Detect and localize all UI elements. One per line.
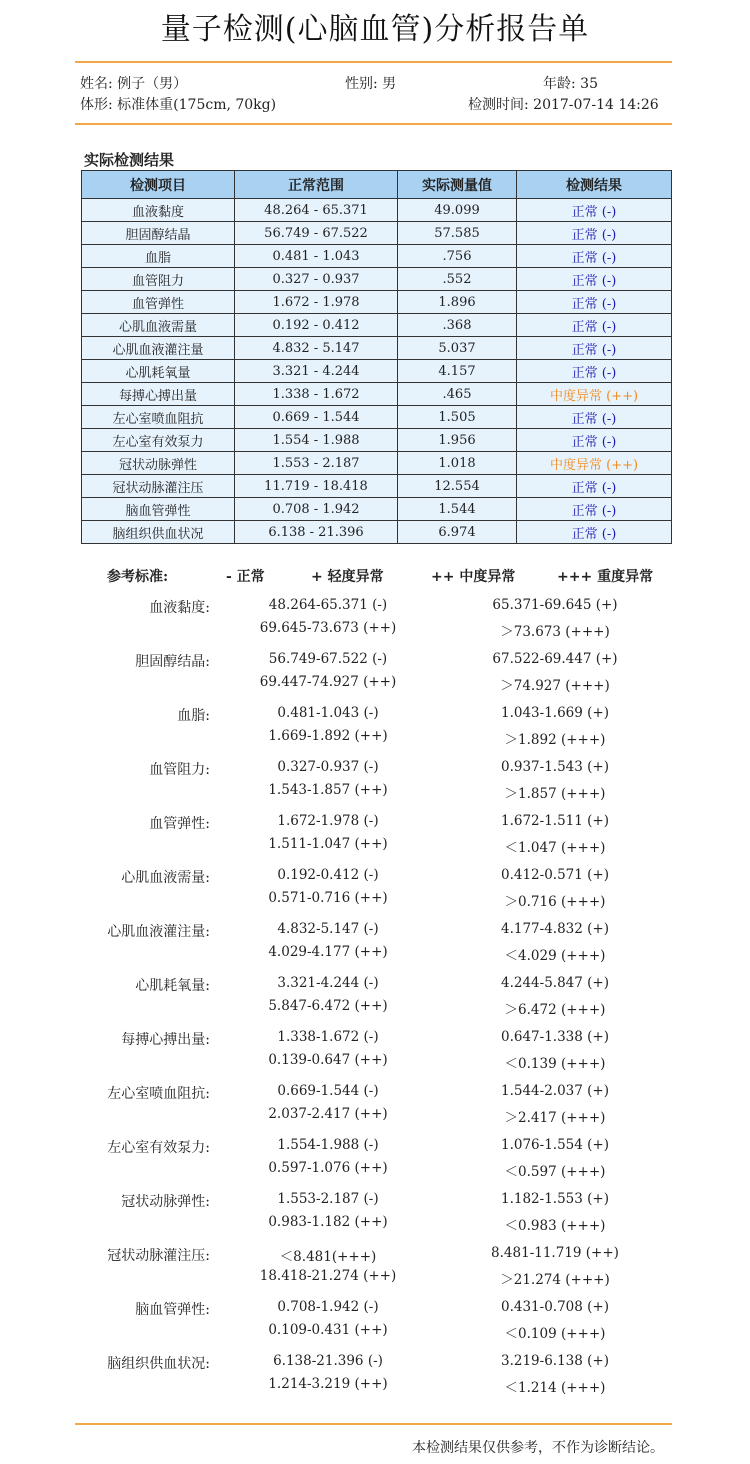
cell-item: 左心室喷血阻抗 [82,406,235,429]
reference-range-third: 0.571-0.716 (++) [268,890,388,906]
reference-range-severe: ＞2.417 (+++) [504,1110,606,1126]
cell-result: 正常 (-) [517,521,672,544]
patient-gender: 性别: 男 [345,76,397,92]
reference-range-severe: ＜0.597 (+++) [504,1164,606,1180]
table-row [82,291,672,314]
table-row [82,383,672,406]
patient-name: 姓名: 例子（男） [80,76,188,92]
reference-range-normal: 1.672-1.978 (-) [277,813,379,829]
reference-range-second: 3.219-6.138 (+) [501,1353,609,1369]
reference-range-severe: ＞6.472 (+++) [504,1002,606,1018]
cell-result: 正常 (-) [517,498,672,521]
reference-item-name: 左心室有效泵力: [107,1140,210,1156]
cell-value: 5.037 [398,337,517,360]
cell-range: 0.708 - 1.942 [235,498,398,521]
table-row [82,360,672,383]
cell-range: 1.672 - 1.978 [235,291,398,314]
table-row [82,222,672,245]
reference-range-severe: ＞74.927 (+++) [500,678,610,694]
reference-range-third: 2.037-2.417 (++) [268,1106,388,1122]
reference-range-normal: ＜8.481(+++) [279,1249,377,1265]
cell-range: 4.832 - 5.147 [235,337,398,360]
table-row [82,498,672,521]
reference-range-third: 1.543-1.857 (++) [268,782,388,798]
reference-item-name: 脑血管弹性: [135,1302,210,1318]
reference-range-third: 1.511-1.047 (++) [268,836,388,852]
reference-range-second: 0.412-0.571 (+) [501,867,609,883]
cell-item: 每搏心搏出量 [82,383,235,406]
reference-range-second: 1.076-1.554 (+) [501,1137,609,1153]
reference-range-normal: 0.327-0.937 (-) [277,759,379,775]
cell-item: 左心室有效泵力 [82,429,235,452]
table-row [82,452,672,475]
reference-range-second: 65.371-69.645 (+) [492,597,618,613]
legend-normal: - 正常 [226,569,265,585]
cell-range: 48.264 - 65.371 [235,199,398,222]
cell-range: 6.138 - 21.396 [235,521,398,544]
cell-value: 1.544 [398,498,517,521]
reference-range-normal: 6.138-21.396 (-) [273,1353,383,1369]
report-title: 量子检测(心脑血管)分析报告单 [160,12,590,47]
reference-item-name: 冠状动脉弹性: [121,1194,210,1210]
reference-range-normal: 0.708-1.942 (-) [277,1299,379,1315]
col-header-value: 实际测量值 [398,171,517,199]
reference-range-third: 0.139-0.647 (++) [268,1052,388,1068]
cell-value: 49.099 [398,199,517,222]
reference-range-second: 1.544-2.037 (+) [501,1083,609,1099]
legend-label: 参考标准: [107,569,169,585]
reference-range-severe: ＞0.716 (+++) [504,894,606,910]
reference-range-third: 4.029-4.177 (++) [268,944,388,960]
cell-value: 57.585 [398,222,517,245]
cell-value: .756 [398,245,517,268]
reference-range-normal: 4.832-5.147 (-) [277,921,379,937]
reference-range-third: 1.214-3.219 (++) [268,1376,388,1392]
cell-item: 血管阻力 [82,268,235,291]
reference-range-severe: ＞73.673 (+++) [500,624,610,640]
reference-range-severe: ＜0.983 (+++) [504,1218,606,1234]
reference-item-name: 胆固醇结晶: [135,654,210,670]
reference-range-severe: ＜1.214 (+++) [504,1380,606,1396]
table-row [82,521,672,544]
reference-item-name: 脑组织供血状况: [107,1356,210,1372]
reference-item-name: 心肌血液需量: [121,870,210,886]
results-table [81,170,672,544]
cell-range: 3.321 - 4.244 [235,360,398,383]
reference-item-name: 血管弹性: [149,816,210,832]
cell-range: 56.749 - 67.522 [235,222,398,245]
section-title: 实际检测结果 [84,151,175,169]
cell-value: 1.505 [398,406,517,429]
reference-range-third: 1.669-1.892 (++) [268,728,388,744]
cell-result: 正常 (-) [517,291,672,314]
table-header-row [82,171,672,199]
reference-range-third: 5.847-6.472 (++) [268,998,388,1014]
reference-item-name: 心肌耗氧量: [135,978,210,994]
cell-range: 1.338 - 1.672 [235,383,398,406]
cell-item: 血管弹性 [82,291,235,314]
reference-item-name: 左心室喷血阻抗: [107,1086,210,1102]
reference-range-third: 0.109-0.431 (++) [268,1322,388,1338]
reference-range-severe: ＜4.029 (+++) [504,948,606,964]
cell-result: 正常 (-) [517,475,672,498]
reference-range-third: 69.447-74.927 (++) [259,674,397,690]
cell-value: 12.554 [398,475,517,498]
cell-value: .368 [398,314,517,337]
table-row [82,475,672,498]
reference-range-second: 4.177-4.832 (+) [501,921,609,937]
cell-value: 1.018 [398,452,517,475]
reference-range-severe: ＞21.274 (+++) [500,1272,610,1288]
reference-range-normal: 0.481-1.043 (-) [277,705,379,721]
reference-range-third: 0.983-1.182 (++) [268,1214,388,1230]
cell-item: 脑组织供血状况 [82,521,235,544]
table-row [82,314,672,337]
cell-item: 冠状动脉灌注压 [82,475,235,498]
legend-mild: + 轻度异常 [311,569,384,585]
cell-value: 6.974 [398,521,517,544]
patient-age: 年龄: 35 [543,76,598,92]
legend-severe: +++ 重度异常 [557,569,654,585]
cell-item: 血脂 [82,245,235,268]
reference-range-second: 8.481-11.719 (++) [491,1245,619,1261]
reference-range-severe: ＜1.047 (+++) [504,840,606,856]
cell-range: 1.554 - 1.988 [235,429,398,452]
reference-range-normal: 0.669-1.544 (-) [277,1083,379,1099]
cell-range: 1.553 - 2.187 [235,452,398,475]
cell-result: 正常 (-) [517,268,672,291]
col-header-result: 检测结果 [517,171,672,199]
cell-result: 正常 (-) [517,406,672,429]
reference-range-severe: ＞1.892 (+++) [504,732,606,748]
reference-range-second: 1.672-1.511 (+) [501,813,609,829]
reference-item-name: 每搏心搏出量: [121,1032,210,1048]
info-divider [75,123,672,125]
cell-item: 脑血管弹性 [82,498,235,521]
cell-value: 1.956 [398,429,517,452]
cell-range: 0.327 - 0.937 [235,268,398,291]
reference-range-normal: 56.749-67.522 (-) [268,651,388,667]
footer-divider [75,1423,672,1425]
reference-item-name: 冠状动脉灌注压: [107,1248,210,1264]
cell-result: 正常 (-) [517,337,672,360]
reference-range-severe: ＞1.857 (+++) [504,786,606,802]
patient-body: 体形: 标准体重(175cm, 70kg) [80,97,277,113]
cell-result: 中度异常 (++) [517,383,672,406]
reference-range-second: 0.647-1.338 (+) [501,1029,609,1045]
cell-result: 正常 (-) [517,429,672,452]
reference-range-second: 67.522-69.447 (+) [492,651,618,667]
reference-range-third: 0.597-1.076 (++) [268,1160,388,1176]
cell-value: .552 [398,268,517,291]
cell-range: 0.192 - 0.412 [235,314,398,337]
cell-result: 正常 (-) [517,314,672,337]
reference-range-second: 4.244-5.847 (+) [501,975,609,991]
cell-result: 正常 (-) [517,222,672,245]
header-divider [75,61,672,63]
reference-range-second: 0.937-1.543 (+) [501,759,609,775]
reference-item-name: 心肌血液灌注量: [107,924,210,940]
cell-range: 0.669 - 1.544 [235,406,398,429]
reference-range-third: 69.645-73.673 (++) [259,620,397,636]
cell-item: 心肌耗氧量 [82,360,235,383]
reference-range-normal: 0.192-0.412 (-) [277,867,379,883]
reference-range-normal: 3.321-4.244 (-) [277,975,379,991]
table-row [82,199,672,222]
table-row [82,337,672,360]
table-row [82,406,672,429]
reference-range-normal: 1.554-1.988 (-) [277,1137,379,1153]
test-time: 检测时间: 2017-07-14 14:26 [468,97,659,113]
reference-range-normal: 48.264-65.371 (-) [268,597,388,613]
col-header-item: 检测项目 [82,171,235,199]
reference-range-normal: 1.553-2.187 (-) [277,1191,379,1207]
reference-item-name: 血管阻力: [149,762,210,778]
cell-result: 中度异常 (++) [517,452,672,475]
reference-range-second: 1.043-1.669 (+) [501,705,609,721]
cell-value: .465 [398,383,517,406]
cell-value: 1.896 [398,291,517,314]
cell-item: 血液黏度 [82,199,235,222]
reference-range-second: 1.182-1.553 (+) [501,1191,609,1207]
cell-item: 心肌血液需量 [82,314,235,337]
cell-value: 4.157 [398,360,517,383]
table-row [82,429,672,452]
cell-item: 心肌血液灌注量 [82,337,235,360]
reference-range-third: 18.418-21.274 (++) [259,1268,397,1284]
cell-item: 胆固醇结晶 [82,222,235,245]
reference-item-name: 血脂: [177,708,210,724]
reference-item-name: 血液黏度: [149,600,210,616]
cell-result: 正常 (-) [517,245,672,268]
cell-range: 0.481 - 1.043 [235,245,398,268]
cell-result: 正常 (-) [517,360,672,383]
legend-moderate: ++ 中度异常 [431,569,516,585]
reference-range-severe: ＜0.109 (+++) [504,1326,606,1342]
table-row [82,245,672,268]
col-header-range: 正常范围 [235,171,398,199]
cell-item: 冠状动脉弹性 [82,452,235,475]
reference-range-normal: 1.338-1.672 (-) [277,1029,379,1045]
table-row [82,268,672,291]
cell-range: 11.719 - 18.418 [235,475,398,498]
disclaimer: 本检测结果仅供参考，不作为诊断结论。 [412,1440,664,1456]
reference-range-severe: ＜0.139 (+++) [504,1056,606,1072]
cell-result: 正常 (-) [517,199,672,222]
reference-range-second: 0.431-0.708 (+) [501,1299,609,1315]
